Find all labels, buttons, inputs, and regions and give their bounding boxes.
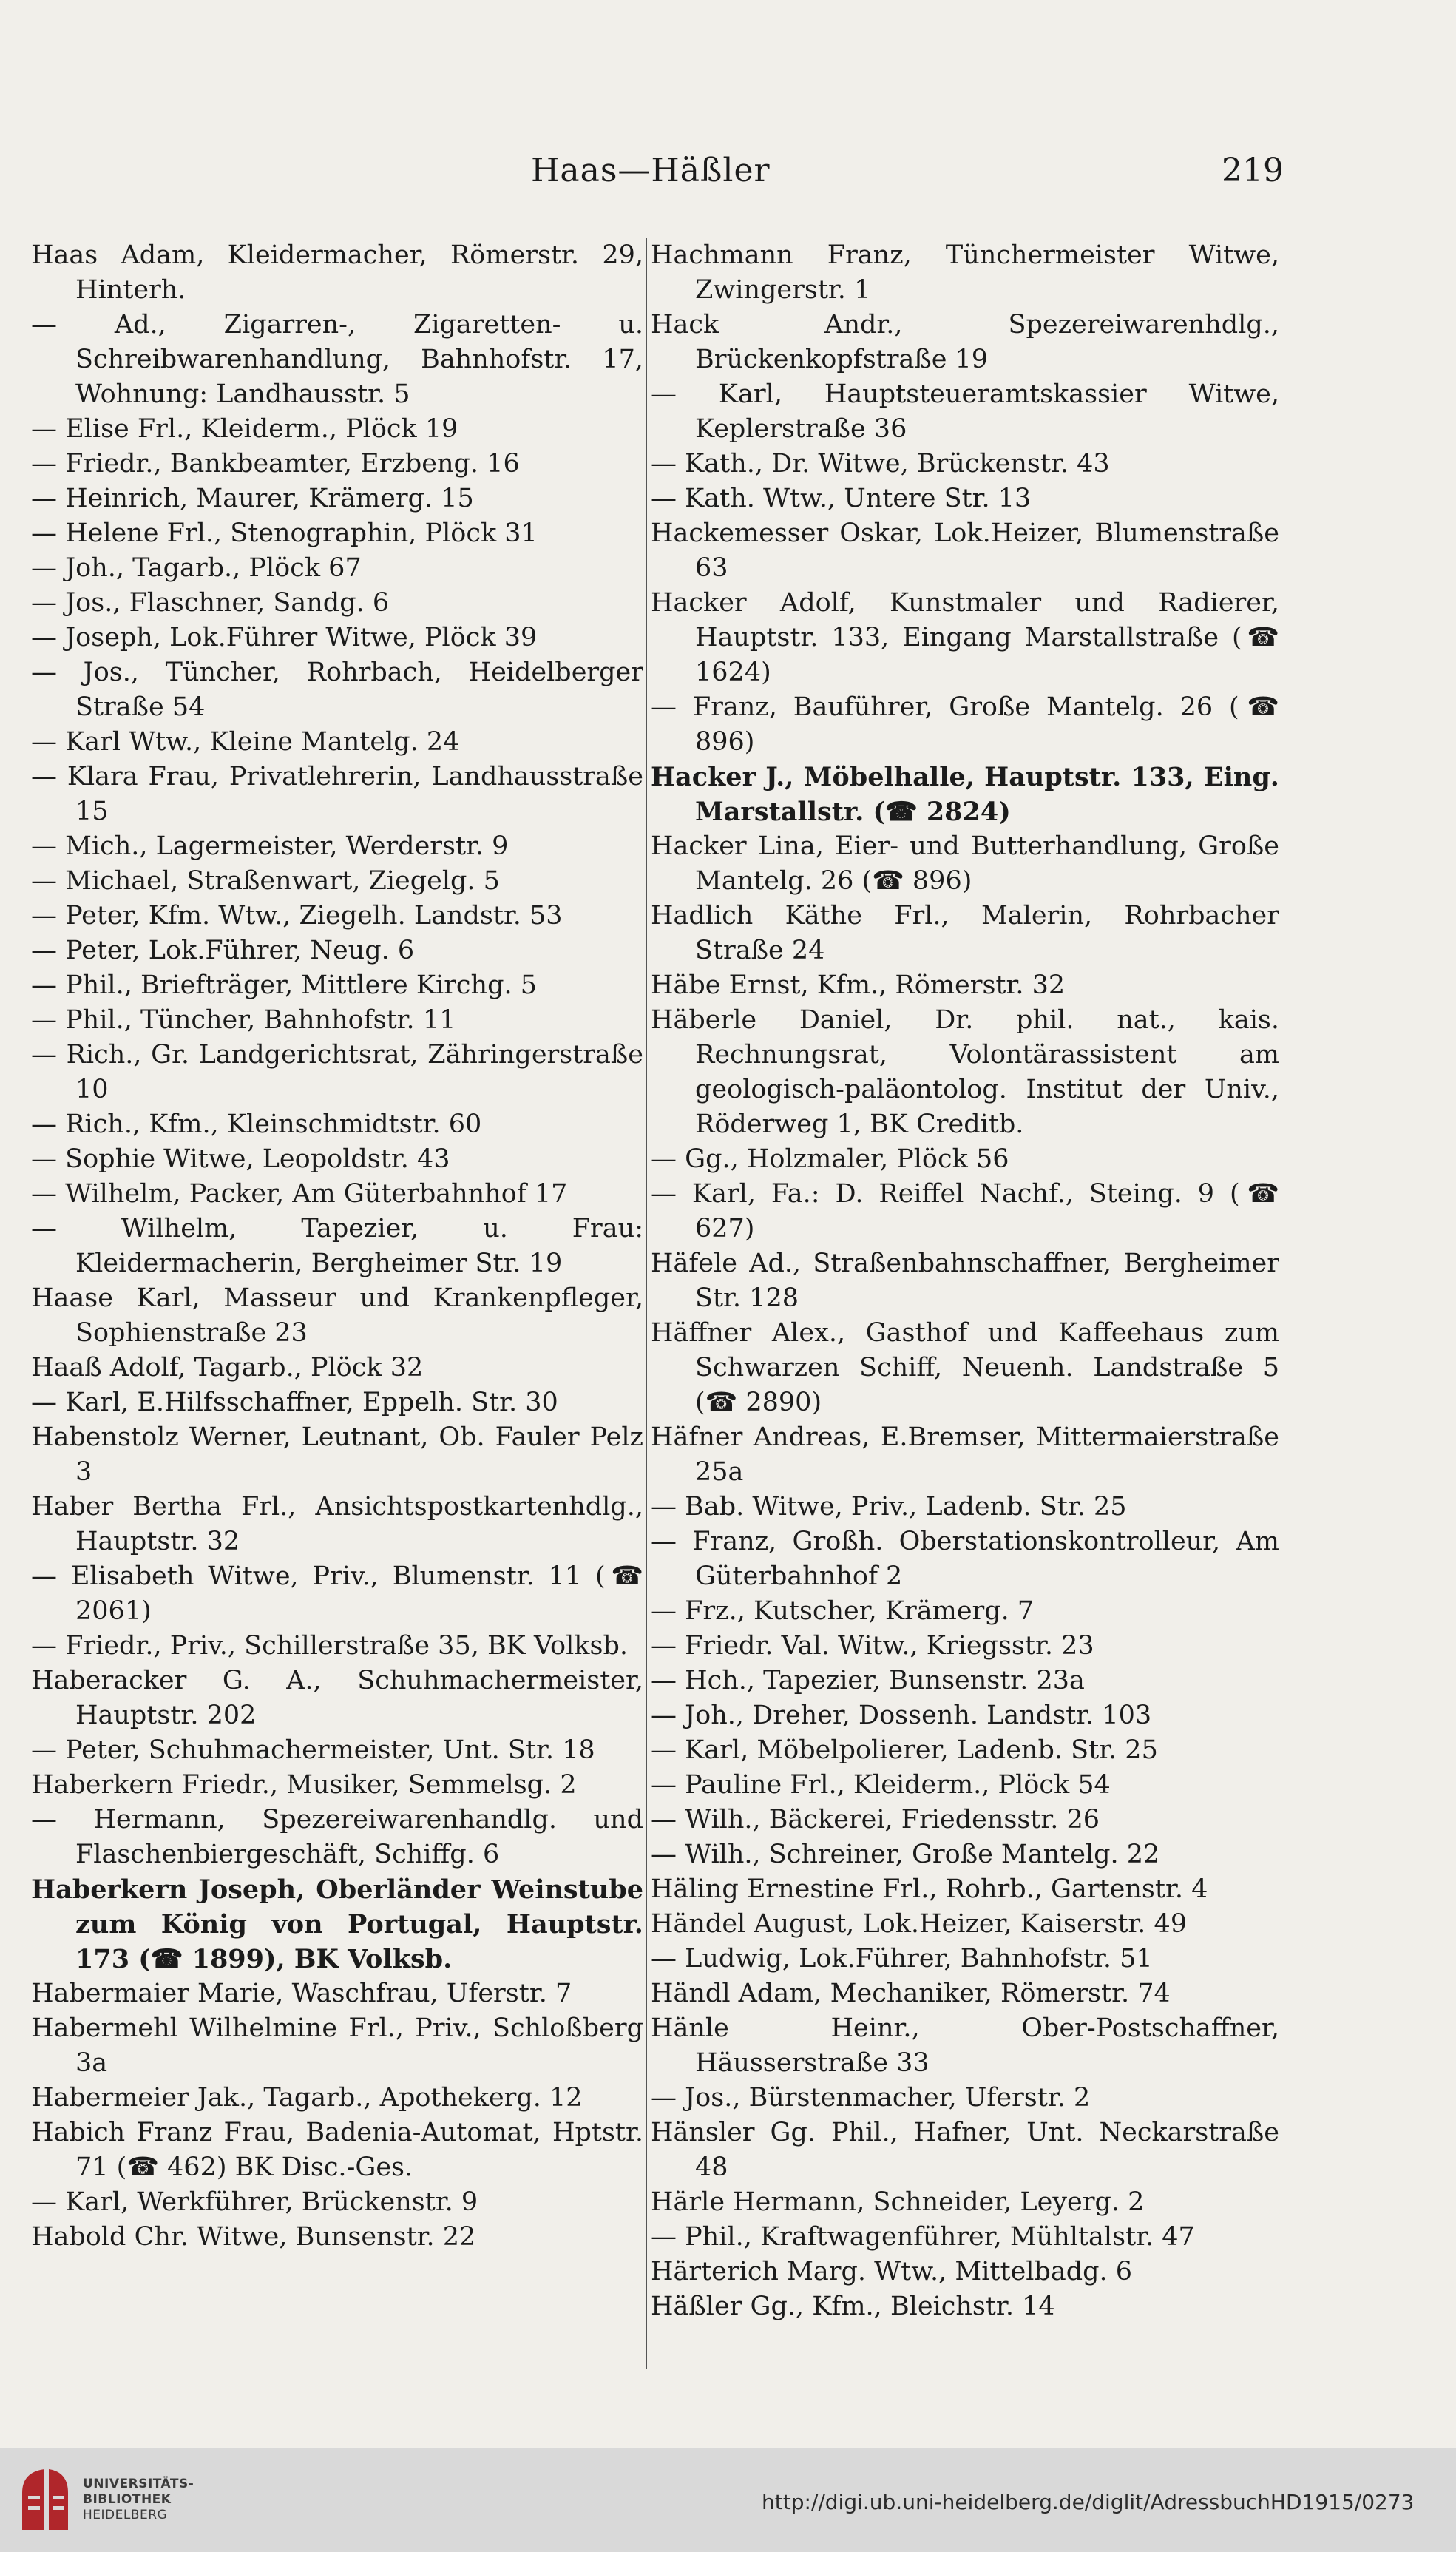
directory-entry: — Michael, Straßenwart, Ziegelg. 5: [31, 866, 500, 896]
directory-entry: — Bab. Witwe, Priv., Ladenb. Str. 25: [651, 1492, 1127, 1522]
directory-entry: — Phil., Briefträger, Mittlere Kirchg. 5: [31, 970, 537, 1000]
directory-entry: — Karl, E.Hilfsschaffner, Eppelh. Str. 30: [31, 1388, 558, 1417]
directory-entry: — Elisabeth Witwe, Priv., Blumenstr. 11 (☎ 2061): [31, 1562, 643, 1626]
directory-entry: Hachmann Franz, Tünchermeister Witwe, Zwingerstr. 1: [651, 240, 1279, 305]
directory-entry: — Wilh., Bäckerei, Friedensstr. 26: [651, 1805, 1100, 1834]
directory-entry: Haase Karl, Masseur und Krankenpfleger, Sophienstraße 23: [31, 1283, 643, 1348]
directory-entry: — Karl, Fa.: D. Reiffel Nachf., Steing. 9 (☎ 627): [651, 1179, 1279, 1243]
directory-entry: Händl Adam, Mechaniker, Römerstr. 74: [651, 1979, 1171, 2008]
right-column: [651, 238, 1279, 2324]
directory-entry: — Karl, Hauptsteueramtskassier Witwe, Keplerstraße 36: [651, 379, 1279, 444]
directory-entry: Haberacker G. A., Schuhmachermeister, Hauptstr. 202: [31, 1666, 643, 1730]
page-header: [0, 152, 1456, 196]
running-title: Haas—Häßler: [531, 152, 771, 189]
directory-entry: Häling Ernestine Frl., Rohrb., Gartenstr. 4: [651, 1874, 1208, 1904]
directory-entry: — Mich., Lagermeister, Werderstr. 9: [31, 831, 509, 861]
directory-entry: — Frz., Kutscher, Krämerg. 7: [651, 1596, 1035, 1626]
directory-entry: — Jos., Flaschner, Sandg. 6: [31, 588, 390, 618]
directory-entry: — Ad., Zigarren-, Zigaretten- u. Schreibwarenhandlung, Bahnhofstr. 17, Wohnung: Landhausstr. 5: [31, 310, 643, 409]
directory-entry: — Friedr. Val. Witw., Kriegsstr. 23: [651, 1631, 1094, 1661]
directory-entry: — Ludwig, Lok.Führer, Bahnhofstr. 51: [651, 1944, 1153, 1974]
directory-entry: — Rich., Kfm., Kleinschmidtstr. 60: [31, 1110, 482, 1139]
directory-entry: Hacker J., Möbelhalle, Hauptstr. 133, Eing. Marstallstr. (☎ 2824): [651, 762, 1279, 827]
directory-entry: — Hermann, Spezereiwarenhandlg. und Flaschenbiergeschäft, Schiffg. 6: [31, 1805, 643, 1869]
directory-entry: — Helene Frl., Stenographin, Plöck 31: [31, 519, 538, 548]
directory-entry: — Rich., Gr. Landgerichtsrat, Zähringerstraße 10: [31, 1040, 643, 1104]
directory-entry: — Jos., Bürstenmacher, Uferstr. 2: [651, 2083, 1091, 2113]
directory-entry: — Elise Frl., Kleiderm., Plöck 19: [31, 414, 458, 444]
directory-entry: Händel August, Lok.Heizer, Kaiserstr. 49: [651, 1909, 1188, 1939]
directory-entry: Habenstolz Werner, Leutnant, Ob. Fauler Pelz 3: [31, 1422, 643, 1487]
directory-entry: Haas Adam, Kleidermacher, Römerstr. 29, Hinterh.: [31, 240, 643, 305]
directory-entry: Häfner Andreas, E.Bremser, Mittermaierstraße 25a: [651, 1422, 1279, 1487]
directory-entry: Häffner Alex., Gasthof und Kaffeehaus zum Schwarzen Schiff, Neuenh. Landstraße 5 (☎ 2890): [651, 1318, 1279, 1417]
library-logo-icon: [16, 2463, 72, 2534]
directory-entry: — Joh., Dreher, Dossenh. Landstr. 103: [651, 1701, 1152, 1730]
directory-entry: Habermeier Jak., Tagarb., Apothekerg. 12: [31, 2083, 583, 2113]
directory-entry: — Gg., Holzmaler, Plöck 56: [651, 1144, 1009, 1174]
directory-entry: — Jos., Tüncher, Rohrbach, Heidelberger Straße 54: [31, 658, 643, 722]
directory-entry: — Wilhelm, Packer, Am Güterbahnhof 17: [31, 1179, 568, 1209]
directory-entry: Häßler Gg., Kfm., Bleichstr. 14: [651, 2292, 1055, 2321]
directory-entry: — Peter, Schuhmachermeister, Unt. Str. 18: [31, 1735, 595, 1765]
directory-entry: — Heinrich, Maurer, Krämerg. 15: [31, 484, 474, 513]
directory-entry: Häbe Ernst, Kfm., Römerstr. 32: [651, 970, 1066, 1000]
directory-entry: Härle Hermann, Schneider, Leyerg. 2: [651, 2187, 1145, 2217]
directory-entry: Hackemesser Oskar, Lok.Heizer, Blumenstraße 63: [651, 519, 1279, 583]
directory-entry: — Friedr., Bankbeamter, Erzbeng. 16: [31, 449, 520, 479]
page-number: 219: [1222, 152, 1284, 189]
directory-entry: — Peter, Kfm. Wtw., Ziegelh. Landstr. 53: [31, 901, 563, 931]
directory-entry: Häfele Ad., Straßenbahnschaffner, Bergheimer Str. 128: [651, 1249, 1279, 1313]
directory-entry: Haber Bertha Frl., Ansichtspostkartenhdlg., Hauptstr. 32: [31, 1492, 643, 1556]
directory-entry: Hacker Lina, Eier- und Butterhandlung, Große Mantelg. 26 (☎ 896): [651, 831, 1279, 896]
directory-entry: — Hch., Tapezier, Bunsenstr. 23a: [651, 1666, 1085, 1695]
source-url[interactable]: http://digi.ub.uni-heidelberg.de/diglit/AdressbuchHD1915/0273: [762, 2490, 1415, 2514]
directory-entry: — Karl, Möbelpolierer, Ladenb. Str. 25: [651, 1735, 1158, 1765]
directory-entry: Hänsler Gg. Phil., Hafner, Unt. Neckarstraße 48: [651, 2118, 1279, 2182]
library-name-line2: BIBLIOTHEK: [83, 2492, 172, 2507]
footer-bar: [0, 2448, 1456, 2552]
directory-entry: — Phil., Kraftwagenführer, Mühltalstr. 47: [651, 2222, 1195, 2252]
directory-entry: Häberle Daniel, Dr. phil. nat., kais. Rechnungsrat, Volontärassistent am geologisch-paläontolog. Institut der Univ., Röderweg 1, BK Creditb.: [651, 1005, 1279, 1139]
library-name: [83, 2477, 194, 2523]
directory-entry: — Klara Frau, Privatlehrerin, Landhausstraße 15: [31, 762, 643, 826]
directory-entry: — Wilh., Schreiner, Große Mantelg. 22: [651, 1840, 1160, 1869]
directory-entry: — Franz, Bauführer, Große Mantelg. 26 (☎ 896): [651, 692, 1279, 757]
directory-entry: — Kath. Wtw., Untere Str. 13: [651, 484, 1032, 513]
directory-entry: Hacker Adolf, Kunstmaler und Radierer, Hauptstr. 133, Eingang Marstallstraße (☎ 1624): [651, 588, 1279, 687]
directory-entry: Hadlich Käthe Frl., Malerin, Rohrbacher Straße 24: [651, 901, 1279, 965]
column-divider: [646, 238, 647, 2369]
directory-entry: Haaß Adolf, Tagarb., Plöck 32: [31, 1353, 424, 1383]
directory-entry: — Wilhelm, Tapezier, u. Frau: Kleidermacherin, Bergheimer Str. 19: [31, 1214, 643, 1278]
directory-entry: — Joh., Tagarb., Plöck 67: [31, 553, 362, 583]
directory-entry: — Joseph, Lok.Führer Witwe, Plöck 39: [31, 623, 538, 652]
directory-entry: Habold Chr. Witwe, Bunsenstr. 22: [31, 2222, 476, 2252]
directory-entry: — Pauline Frl., Kleiderm., Plöck 54: [651, 1770, 1111, 1800]
directory-entry: Hänle Heinr., Ober-Postschaffner, Häusserstraße 33: [651, 2013, 1279, 2078]
directory-entry: — Friedr., Priv., Schillerstraße 35, BK Volksb.: [31, 1631, 628, 1661]
library-name-line1: UNIVERSITÄTS-: [83, 2477, 194, 2491]
directory-entry: Haberkern Joseph, Oberländer Weinstube zum König von Portugal, Hauptstr. 173 (☎ 1899), BK Volksb.: [31, 1874, 643, 1974]
directory-entry: — Karl, Werkführer, Brückenstr. 9: [31, 2187, 478, 2217]
directory-entry: — Sophie Witwe, Leopoldstr. 43: [31, 1144, 450, 1174]
directory-entry: Hack Andr., Spezereiwarenhdlg., Brückenkopfstraße 19: [651, 310, 1279, 374]
directory-entry: Habermehl Wilhelmine Frl., Priv., Schloßberg 3a: [31, 2013, 643, 2078]
directory-entry: — Karl Wtw., Kleine Mantelg. 24: [31, 727, 460, 757]
directory-entry: Habermaier Marie, Waschfrau, Uferstr. 7: [31, 1979, 572, 2008]
directory-entry: Härterich Marg. Wtw., Mittelbadg. 6: [651, 2257, 1133, 2286]
left-column: [31, 238, 643, 2255]
directory-entry: Haberkern Friedr., Musiker, Semmelsg. 2: [31, 1770, 577, 1800]
library-name-line3: HEIDELBERG: [83, 2508, 168, 2522]
directory-entry: — Franz, Großh. Oberstationskontrolleur, Am Güterbahnhof 2: [651, 1527, 1279, 1591]
directory-entry: Habich Franz Frau, Badenia-Automat, Hptstr. 71 (☎ 462) BK Disc.-Ges.: [31, 2118, 643, 2182]
directory-entry: — Phil., Tüncher, Bahnhofstr. 11: [31, 1005, 456, 1035]
directory-entry: — Peter, Lok.Führer, Neug. 6: [31, 936, 415, 965]
directory-entry: — Kath., Dr. Witwe, Brückenstr. 43: [651, 449, 1110, 479]
